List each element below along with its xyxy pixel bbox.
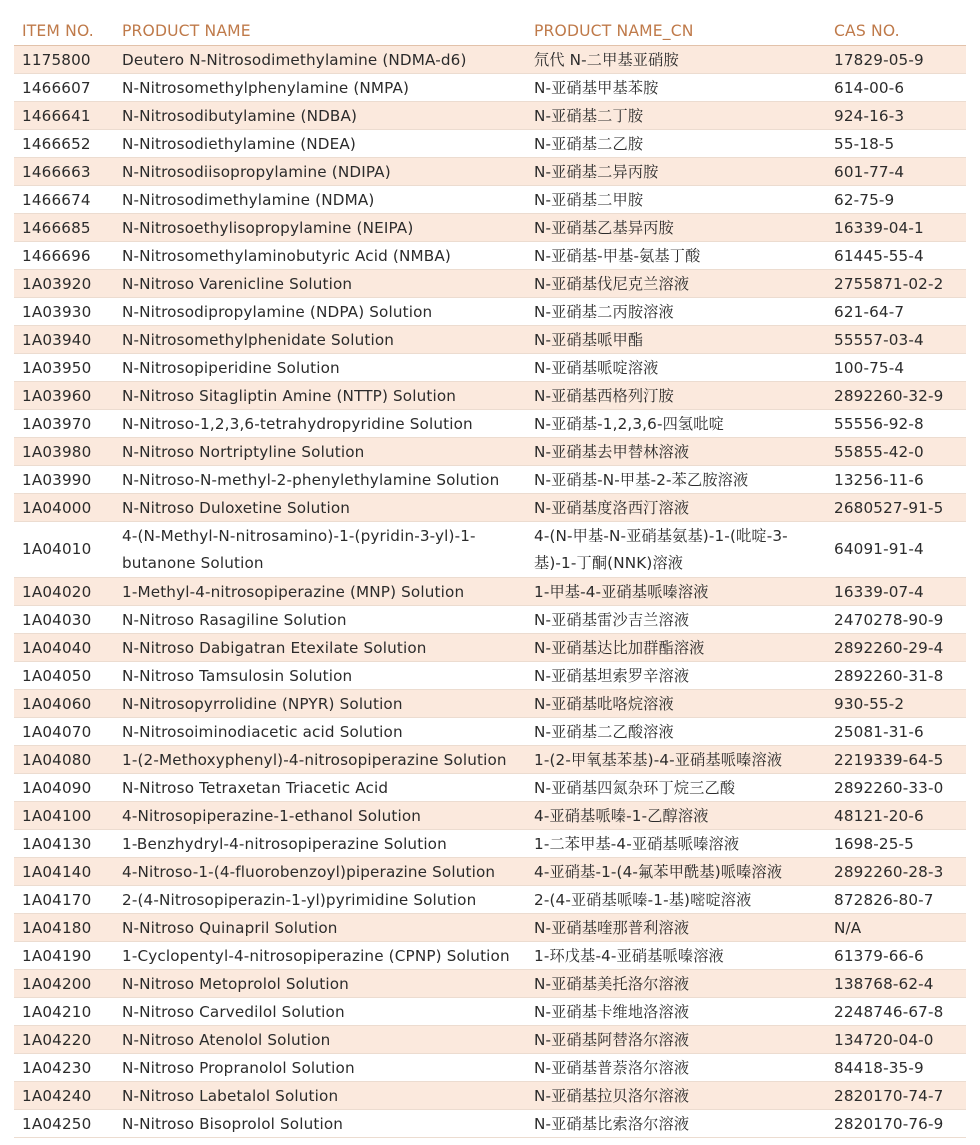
cas-no-cell: 2892260-31-8: [826, 662, 966, 690]
header-product-name: PRODUCT NAME: [114, 17, 526, 46]
table-row: [14, 522, 966, 578]
product-name-cn-cell: N-亚硝基二丁胺: [526, 102, 826, 130]
item-no-cell: 1A03960: [14, 382, 114, 410]
product-table: [14, 17, 966, 1138]
product-name-cell: 1-Methyl-4-nitrosopiperazine (MNP) Solution: [114, 578, 526, 606]
table-row: [14, 494, 966, 522]
item-no-cell: 1A03920: [14, 270, 114, 298]
product-name-cell: N-Nitroso-N-methyl-2-phenylethylamine Solution: [114, 466, 526, 494]
cas-no-cell: N/A: [826, 914, 966, 942]
table-row: [14, 942, 966, 970]
cas-no-cell: 621-64-7: [826, 298, 966, 326]
product-name-cell: N-Nitroso Rasagiline Solution: [114, 606, 526, 634]
item-no-cell: 1466607: [14, 74, 114, 102]
product-name-cn-cell: N-亚硝基西格列汀胺: [526, 382, 826, 410]
item-no-cell: 1A03970: [14, 410, 114, 438]
product-name-cell: N-Nitroso Nortriptyline Solution: [114, 438, 526, 466]
product-name-cell: 2-(4-Nitrosopiperazin-1-yl)pyrimidine Solution: [114, 886, 526, 914]
cas-no-cell: 2470278-90-9: [826, 606, 966, 634]
product-name-cell: Deutero N-Nitrosodimethylamine (NDMA-d6): [114, 46, 526, 74]
cas-no-cell: 2820170-76-9: [826, 1110, 966, 1138]
cas-no-cell: 601-77-4: [826, 158, 966, 186]
table-row: [14, 606, 966, 634]
product-name-cell: 1-Cyclopentyl-4-nitrosopiperazine (CPNP) Solution: [114, 942, 526, 970]
table-row: [14, 858, 966, 886]
product-name-cell: N-Nitroso Propranolol Solution: [114, 1054, 526, 1082]
item-no-cell: 1175800: [14, 46, 114, 74]
product-name-cn-cell: N-亚硝基四氮杂环丁烷三乙酸: [526, 774, 826, 802]
cas-no-cell: 100-75-4: [826, 354, 966, 382]
product-name-cn-cell: N-亚硝基去甲替林溶液: [526, 438, 826, 466]
cas-no-cell: 2680527-91-5: [826, 494, 966, 522]
cas-no-cell: 17829-05-9: [826, 46, 966, 74]
item-no-cell: 1A04250: [14, 1110, 114, 1138]
cas-no-cell: 16339-07-4: [826, 578, 966, 606]
table-row: [14, 998, 966, 1026]
product-name-cell: N-Nitrosodimethylamine (NDMA): [114, 186, 526, 214]
item-no-cell: 1A03990: [14, 466, 114, 494]
product-name-cell: N-Nitrosomethylphenidate Solution: [114, 326, 526, 354]
product-name-cn-cell: N-亚硝基阿替洛尔溶液: [526, 1026, 826, 1054]
product-name-cell: N-Nitrosomethylphenylamine (NMPA): [114, 74, 526, 102]
product-name-cn-cell: 1-二苯甲基-4-亚硝基哌嗪溶液: [526, 830, 826, 858]
product-name-cell: N-Nitroso Dabigatran Etexilate Solution: [114, 634, 526, 662]
table-row: [14, 438, 966, 466]
item-no-cell: 1A04180: [14, 914, 114, 942]
product-name-cn-cell: N-亚硝基-1,2,3,6-四氢吡啶: [526, 410, 826, 438]
item-no-cell: 1466641: [14, 102, 114, 130]
product-name-cell: N-Nitroso Duloxetine Solution: [114, 494, 526, 522]
product-name-cn-cell: N-亚硝基伐尼克兰溶液: [526, 270, 826, 298]
table-row: [14, 578, 966, 606]
table-row: [14, 1082, 966, 1110]
table-row: [14, 634, 966, 662]
table-row: [14, 354, 966, 382]
item-no-cell: 1466696: [14, 242, 114, 270]
table-row: [14, 1110, 966, 1138]
item-no-cell: 1A04140: [14, 858, 114, 886]
cas-no-cell: 2892260-33-0: [826, 774, 966, 802]
item-no-cell: 1A03950: [14, 354, 114, 382]
product-name-cn-cell: N-亚硝基雷沙吉兰溶液: [526, 606, 826, 634]
cas-no-cell: 2892260-32-9: [826, 382, 966, 410]
product-name-cn-cell: N-亚硝基达比加群酯溶液: [526, 634, 826, 662]
product-name-cell: 1-Benzhydryl-4-nitrosopiperazine Solution: [114, 830, 526, 858]
product-name-cell: N-Nitroso Atenolol Solution: [114, 1026, 526, 1054]
item-no-cell: 1A04190: [14, 942, 114, 970]
product-name-cn-cell: N-亚硝基二乙胺: [526, 130, 826, 158]
product-name-cell: N-Nitroso Sitagliptin Amine (NTTP) Solution: [114, 382, 526, 410]
cas-no-cell: 924-16-3: [826, 102, 966, 130]
table-row: [14, 746, 966, 774]
product-name-cn-cell: 4-亚硝基-1-(4-氟苯甲酰基)哌嗪溶液: [526, 858, 826, 886]
item-no-cell: 1A04100: [14, 802, 114, 830]
item-no-cell: 1A04030: [14, 606, 114, 634]
cas-no-cell: 84418-35-9: [826, 1054, 966, 1082]
item-no-cell: 1466663: [14, 158, 114, 186]
cas-no-cell: 55855-42-0: [826, 438, 966, 466]
product-name-cn-cell: N-亚硝基二乙酸溶液: [526, 718, 826, 746]
table-row: [14, 690, 966, 718]
cas-no-cell: 138768-62-4: [826, 970, 966, 998]
product-name-cell: N-Nitrosopyrrolidine (NPYR) Solution: [114, 690, 526, 718]
table-row: [14, 662, 966, 690]
item-no-cell: 1A04200: [14, 970, 114, 998]
table-row: [14, 1054, 966, 1082]
table-row: [14, 130, 966, 158]
cas-no-cell: 930-55-2: [826, 690, 966, 718]
item-no-cell: 1466685: [14, 214, 114, 242]
table-row: [14, 970, 966, 998]
cas-no-cell: 61379-66-6: [826, 942, 966, 970]
product-name-cn-cell: N-亚硝基比索洛尔溶液: [526, 1110, 826, 1138]
table-row: [14, 774, 966, 802]
product-name-cell: N-Nitrosodiethylamine (NDEA): [114, 130, 526, 158]
header-product-name-cn: PRODUCT NAME_CN: [526, 17, 826, 46]
table-row: [14, 718, 966, 746]
product-name-cn-cell: N-亚硝基-甲基-氨基丁酸: [526, 242, 826, 270]
product-name-cn-cell: N-亚硝基度洛西汀溶液: [526, 494, 826, 522]
product-name-cell: 1-(2-Methoxyphenyl)-4-nitrosopiperazine Solution: [114, 746, 526, 774]
product-name-cell: N-Nitroso Labetalol Solution: [114, 1082, 526, 1110]
product-name-cn-cell: N-亚硝基乙基异丙胺: [526, 214, 826, 242]
product-name-cn-cell: N-亚硝基卡维地洛溶液: [526, 998, 826, 1026]
table-row: [14, 914, 966, 942]
header-item-no: ITEM NO.: [14, 17, 114, 46]
product-name-cn-cell: N-亚硝基甲基苯胺: [526, 74, 826, 102]
cas-no-cell: 25081-31-6: [826, 718, 966, 746]
table-row: [14, 270, 966, 298]
cas-no-cell: 61445-55-4: [826, 242, 966, 270]
cas-no-cell: 62-75-9: [826, 186, 966, 214]
product-name-cn-cell: 1-甲基-4-亚硝基哌嗪溶液: [526, 578, 826, 606]
cas-no-cell: 872826-80-7: [826, 886, 966, 914]
item-no-cell: 1A04020: [14, 578, 114, 606]
cas-no-cell: 2892260-28-3: [826, 858, 966, 886]
product-name-cn-cell: N-亚硝基哌甲酯: [526, 326, 826, 354]
product-name-cell: 4-Nitrosopiperazine-1-ethanol Solution: [114, 802, 526, 830]
product-name-cell: N-Nitrosoethylisopropylamine (NEIPA): [114, 214, 526, 242]
product-name-cn-cell: N-亚硝基美托洛尔溶液: [526, 970, 826, 998]
item-no-cell: 1A04050: [14, 662, 114, 690]
table-header: [14, 17, 966, 46]
cas-no-cell: 55556-92-8: [826, 410, 966, 438]
table-row: [14, 382, 966, 410]
table-row: [14, 802, 966, 830]
product-name-cell: N-Nitrosodiisopropylamine (NDIPA): [114, 158, 526, 186]
item-no-cell: 1A04230: [14, 1054, 114, 1082]
item-no-cell: 1A03980: [14, 438, 114, 466]
product-name-cn-cell: N-亚硝基二甲胺: [526, 186, 826, 214]
table-row: [14, 830, 966, 858]
product-name-cn-cell: N-亚硝基哌啶溶液: [526, 354, 826, 382]
product-name-cn-cell: N-亚硝基拉贝洛尔溶液: [526, 1082, 826, 1110]
item-no-cell: 1A04060: [14, 690, 114, 718]
product-name-cn-cell: 1-(2-甲氧基苯基)-4-亚硝基哌嗪溶液: [526, 746, 826, 774]
header-row: [14, 17, 966, 46]
item-no-cell: 1A03940: [14, 326, 114, 354]
table-row: [14, 298, 966, 326]
header-cas-no: CAS NO.: [826, 17, 966, 46]
table-row: [14, 186, 966, 214]
table-row: [14, 46, 966, 74]
table-body: [14, 46, 966, 1138]
product-name-cell: 4-(N-Methyl-N-nitrosamino)-1-(pyridin-3-yl)-1-butanone Solution: [114, 522, 526, 578]
product-name-cell: N-Nitroso Tamsulosin Solution: [114, 662, 526, 690]
item-no-cell: 1A04130: [14, 830, 114, 858]
product-name-cn-cell: N-亚硝基二丙胺溶液: [526, 298, 826, 326]
item-no-cell: 1A04040: [14, 634, 114, 662]
table-row: [14, 410, 966, 438]
item-no-cell: 1A04070: [14, 718, 114, 746]
table-row: [14, 214, 966, 242]
item-no-cell: 1A04080: [14, 746, 114, 774]
product-name-cn-cell: N-亚硝基-N-甲基-2-苯乙胺溶液: [526, 466, 826, 494]
product-name-cn-cell: N-亚硝基吡咯烷溶液: [526, 690, 826, 718]
cas-no-cell: 55-18-5: [826, 130, 966, 158]
cas-no-cell: 16339-04-1: [826, 214, 966, 242]
product-name-cn-cell: N-亚硝基坦索罗辛溶液: [526, 662, 826, 690]
table-row: [14, 1026, 966, 1054]
product-name-cell: N-Nitrosopiperidine Solution: [114, 354, 526, 382]
item-no-cell: 1A04210: [14, 998, 114, 1026]
product-name-cell: N-Nitroso Varenicline Solution: [114, 270, 526, 298]
product-name-cn-cell: 4-亚硝基哌嗪-1-乙醇溶液: [526, 802, 826, 830]
product-name-cell: N-Nitroso Carvedilol Solution: [114, 998, 526, 1026]
cas-no-cell: 13256-11-6: [826, 466, 966, 494]
product-name-cell: N-Nitroso Quinapril Solution: [114, 914, 526, 942]
item-no-cell: 1A04170: [14, 886, 114, 914]
table-row: [14, 74, 966, 102]
cas-no-cell: 2892260-29-4: [826, 634, 966, 662]
table-row: [14, 158, 966, 186]
product-name-cn-cell: 氘代 N-二甲基亚硝胺: [526, 46, 826, 74]
table-row: [14, 886, 966, 914]
product-name-cell: N-Nitrosodipropylamine (NDPA) Solution: [114, 298, 526, 326]
cas-no-cell: 1698-25-5: [826, 830, 966, 858]
product-name-cell: N-Nitroso Tetraxetan Triacetic Acid: [114, 774, 526, 802]
item-no-cell: 1466674: [14, 186, 114, 214]
product-name-cn-cell: 1-环戊基-4-亚硝基哌嗪溶液: [526, 942, 826, 970]
product-name-cell: N-Nitroso-1,2,3,6-tetrahydropyridine Solution: [114, 410, 526, 438]
cas-no-cell: 48121-20-6: [826, 802, 966, 830]
table-row: [14, 242, 966, 270]
product-name-cn-cell: N-亚硝基二异丙胺: [526, 158, 826, 186]
cas-no-cell: 2755871-02-2: [826, 270, 966, 298]
item-no-cell: 1A04000: [14, 494, 114, 522]
table-row: [14, 326, 966, 354]
table-row: [14, 102, 966, 130]
cas-no-cell: 2219339-64-5: [826, 746, 966, 774]
cas-no-cell: 2820170-74-7: [826, 1082, 966, 1110]
product-name-cell: N-Nitrosoiminodiacetic acid Solution: [114, 718, 526, 746]
product-name-cn-cell: 4-(N-甲基-N-亚硝基氨基)-1-(吡啶-3-基)-1-丁酮(NNK)溶液: [526, 522, 826, 578]
product-name-cn-cell: 2-(4-亚硝基哌嗪-1-基)嘧啶溶液: [526, 886, 826, 914]
item-no-cell: 1A04090: [14, 774, 114, 802]
product-name-cn-cell: N-亚硝基喹那普利溶液: [526, 914, 826, 942]
product-name-cell: N-Nitroso Metoprolol Solution: [114, 970, 526, 998]
item-no-cell: 1A03930: [14, 298, 114, 326]
cas-no-cell: 2248746-67-8: [826, 998, 966, 1026]
item-no-cell: 1A04240: [14, 1082, 114, 1110]
product-name-cn-cell: N-亚硝基普萘洛尔溶液: [526, 1054, 826, 1082]
table-row: [14, 466, 966, 494]
item-no-cell: 1A04220: [14, 1026, 114, 1054]
cas-no-cell: 134720-04-0: [826, 1026, 966, 1054]
cas-no-cell: 55557-03-4: [826, 326, 966, 354]
product-name-cell: N-Nitroso Bisoprolol Solution: [114, 1110, 526, 1138]
cas-no-cell: 614-00-6: [826, 74, 966, 102]
item-no-cell: 1466652: [14, 130, 114, 158]
product-name-cell: N-Nitrosomethylaminobutyric Acid (NMBA): [114, 242, 526, 270]
product-name-cell: N-Nitrosodibutylamine (NDBA): [114, 102, 526, 130]
cas-no-cell: 64091-91-4: [826, 522, 966, 578]
product-name-cell: 4-Nitroso-1-(4-fluorobenzoyl)piperazine Solution: [114, 858, 526, 886]
item-no-cell: 1A04010: [14, 522, 114, 578]
